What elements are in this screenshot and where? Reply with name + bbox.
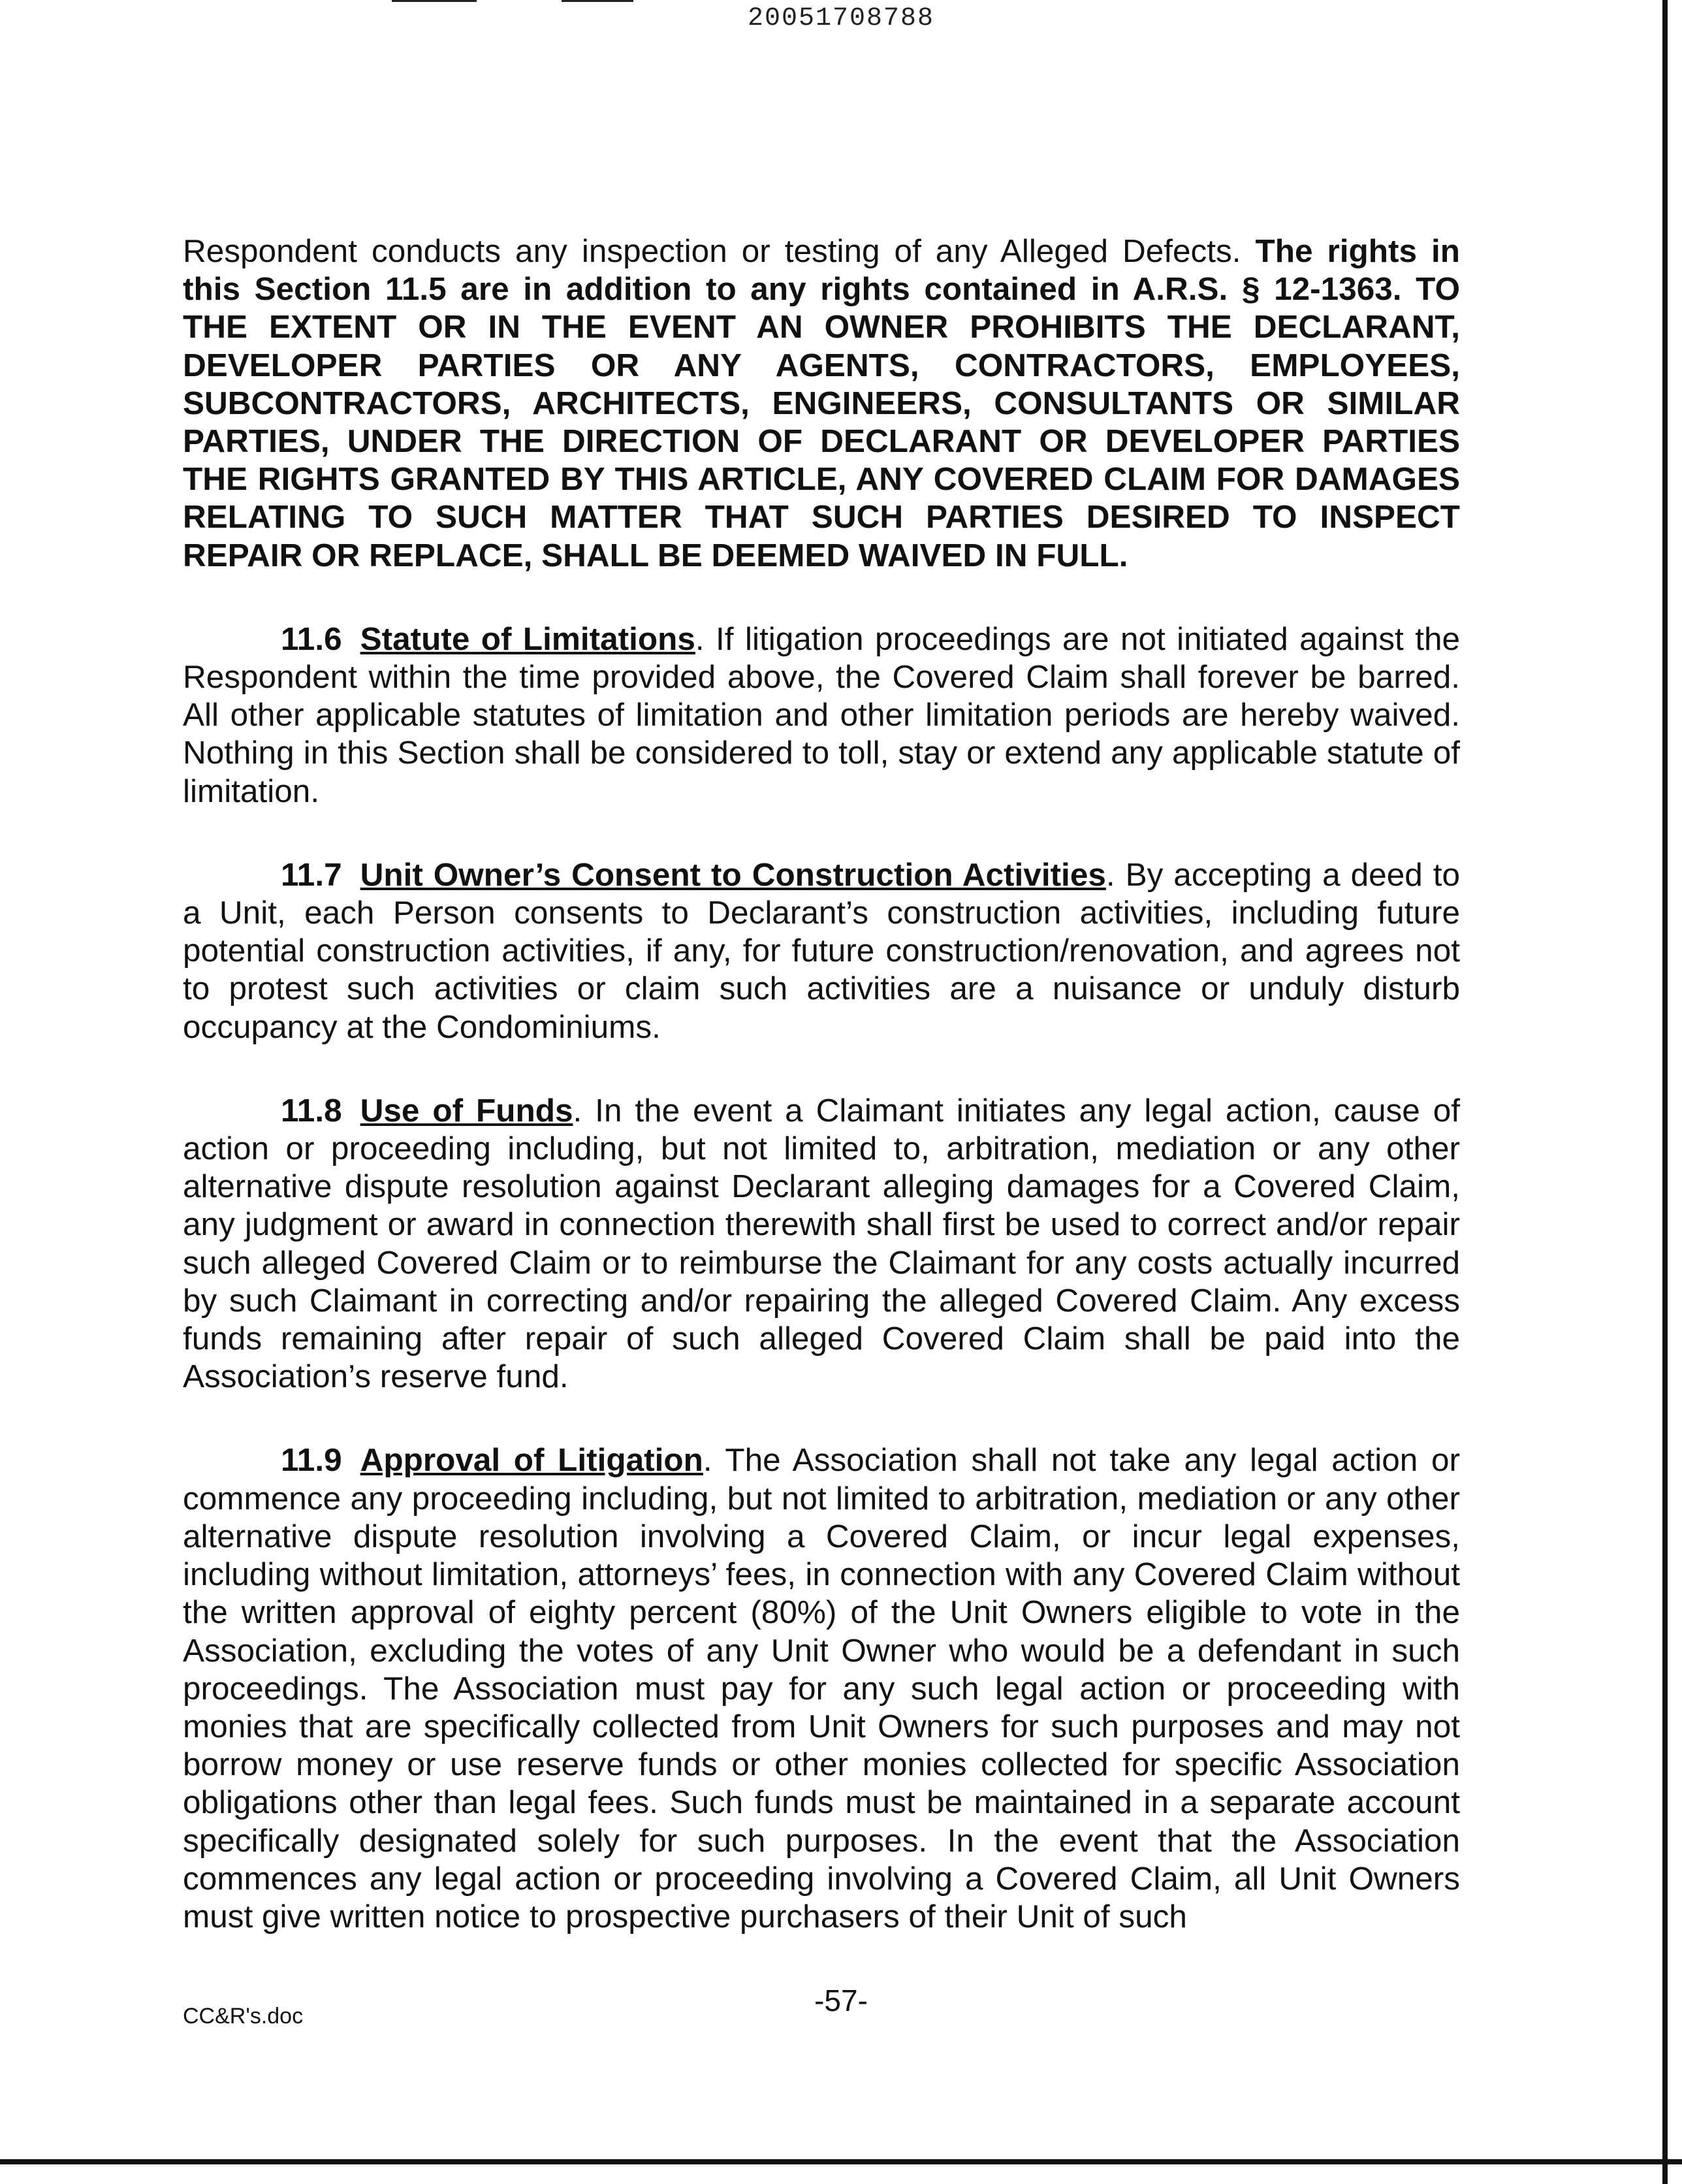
recording-number: 20051708788 — [747, 4, 935, 33]
section-body: . By accepting a deed to a Unit, each Person consents to Declarant’s construction activities, including future potential construction activities, if any, for future construction/renovation, and agrees not to protest such activities or claim such activities are a nuisance or unduly disturb occupancy at the Condominiums. — [183, 856, 1460, 1045]
intro-paragraph — [183, 233, 1460, 575]
scan-border-right — [1662, 0, 1668, 2184]
page-number: -57- — [814, 1983, 868, 2017]
document-body — [183, 233, 1460, 1936]
section-number: 11.8 — [281, 1092, 342, 1129]
section-body: . If litigation proceedings are not initiated against the Respondent within the time provided above, the Covered Claim shall forever be barred. All other applicable statutes of limitation and other limitation periods are hereby waived. Nothing in this Section shall be considered to toll, stay or extend any applicable statute of limitation. — [183, 620, 1460, 809]
intro-bold-text: The rights in this Section 11.5 are in addition to any rights contained in A.R.S. § 12-1363. TO THE EXTENT OR IN THE EVENT AN OWNER PROHIBITS THE DECLARANT, DEVELOPER PARTIES OR ANY AGENTS, CONTRACTORS, EMPLOYEES, SUBCONTRACTORS, ARCHITECTS, ENGINEERS, CONSULTANTS OR SIMILAR PARTIES, UNDER THE DIRECTION OF DECLARANT OR DEVELOPER PARTIES THE RIGHTS GRANTED BY THIS ARTICLE, ANY COVERED CLAIM FOR DAMAGES RELATING TO SUCH MATTER THAT SUCH PARTIES DESIRED TO INSPECT REPAIR OR REPLACE, SHALL BE DEEMED WAIVED IN FULL. — [183, 233, 1461, 573]
section-11-7 — [183, 856, 1460, 1046]
section-heading: Approval of Litigation — [360, 1442, 703, 1479]
section-11-8 — [183, 1092, 1460, 1396]
section-heading: Use of Funds — [360, 1092, 573, 1129]
section-body: . The Association shall not take any legal action or commence any proceeding including, but not limited to arbitration, mediation or any other alternative dispute resolution involving a Covered Claim, or incur legal expenses, including without limitation, attorneys’ fees, in connection with any Covered Claim without the written approval of eighty percent (80%) of the Unit Owners eligible to vote in the Association, excluding the votes of any Unit Owner who would be a defendant in such proceedings. The Association must pay for any such legal action or proceeding with monies that are specifically collected from Unit Owners for such purposes and may not borrow money or use reserve funds or other monies collected for specific Association obligations other than legal fees. Such funds must be maintained in a separate account specifically designated solely for such purposes. In the event that the Association commences any legal action or proceeding involving a Covered Claim, all Unit Owners must give written notice to prospective purchasers of their Unit of such — [183, 1442, 1460, 1935]
section-number: 11.9 — [281, 1442, 342, 1479]
scan-border-bottom — [0, 2159, 1682, 2164]
section-11-6 — [183, 620, 1460, 811]
section-11-9 — [183, 1441, 1460, 1936]
section-heading: Statute of Limitations — [360, 620, 695, 657]
footer-file-name: CC&R's.doc — [183, 2004, 304, 2029]
scan-artifact-top-rule — [392, 0, 477, 2]
section-body: . In the event a Claimant initiates any legal action, cause of action or proceeding including, but not limited to, arbitration, mediation or any other alternative dispute resolution against Declarant alleging damages for a Covered Claim, any judgment or award in connection therewith shall first be used to correct and/or repair such alleged Covered Claim or to reimburse the Claimant for any costs actually incurred by such Claimant in correcting and/or repairing the alleged Covered Claim. Any excess funds remaining after repair of such alleged Covered Claim shall be paid into the Association’s reserve fund. — [183, 1092, 1460, 1395]
section-heading: Unit Owner’s Consent to Construction Activities — [360, 856, 1106, 893]
section-number: 11.6 — [281, 620, 342, 657]
section-number: 11.7 — [281, 856, 342, 893]
scan-artifact-top-rule — [562, 0, 633, 2]
intro-text: Respondent conducts any inspection or testing of any Alleged Defects. — [183, 233, 1256, 269]
